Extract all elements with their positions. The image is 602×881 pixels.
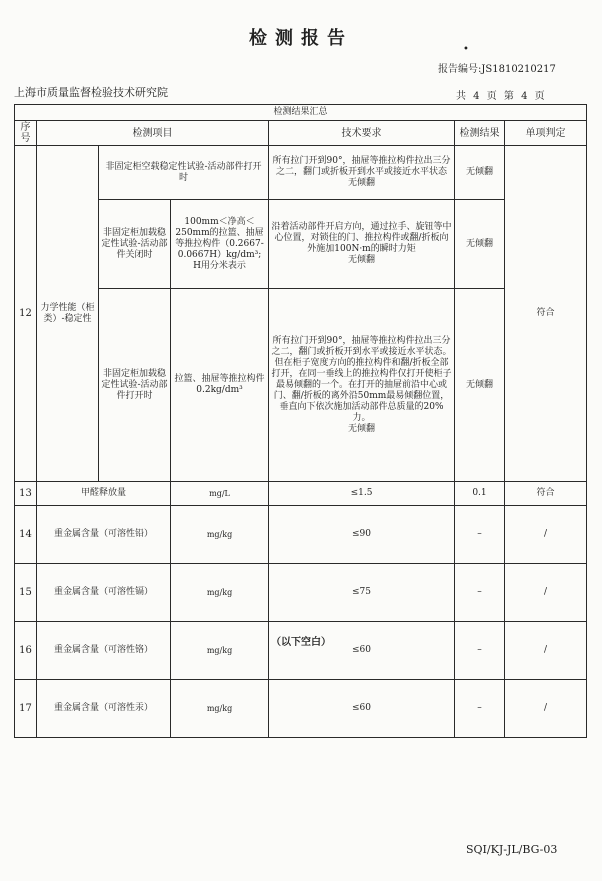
row-item: 重金属含量（可溶性镉） — [37, 564, 171, 622]
row-verdict: / — [505, 564, 587, 622]
row-result: – — [455, 506, 505, 564]
header-item: 检测项目 — [37, 121, 269, 146]
row-unit: mg/kg — [171, 680, 269, 738]
row-no: 14 — [15, 506, 37, 564]
row-result: – — [455, 622, 505, 680]
institute-name: 上海市质量监督检验技术研究院 — [14, 86, 168, 99]
report-number-value: JS1810210217 — [481, 64, 556, 75]
row-result: 0.1 — [455, 482, 505, 506]
requirement-text: 所有拉门开到90°，抽屉等推拉构件拉出三分之二，翻门或折板开到水平或接近水平状态 — [272, 156, 451, 177]
row-requirement: ≤1.5 — [269, 482, 455, 506]
row-unit: mg/L — [171, 482, 269, 506]
row-no: 15 — [15, 564, 37, 622]
row-requirement: ≤90 — [269, 506, 455, 564]
sub-condition: 拉篮、抽屉等推拉构件 0.2kg/dm³ — [171, 289, 269, 482]
requirement-end: 无倾翻 — [347, 255, 375, 265]
row-unit: mg/kg — [171, 506, 269, 564]
requirement-text: 所有拉门开到90°，抽屉等推拉构件拉出三分之二，翻门或折板开到水平或接近水平状态。但在柜子宽度方向的推拉构件和翻/折板全部打开，在同一垂线上的推拉构件仅打开使柜子最易倾翻的一个。在打开的抽屉前沿中心或门、翻/折板的离外沿50mm最易倾翻位置，垂直向下依次施加活动部件总质量的20%力。 — [271, 335, 452, 423]
header-dot: • — [463, 44, 469, 55]
row-item: 甲醛释放量 — [37, 482, 171, 506]
row-verdict: 符合 — [505, 482, 587, 506]
requirement-text: 沿着活动部件开启方向，通过拉手、旋钮等中心位置，对锁住的门、推拉构件或翻/折板向外施加100N·m的瞬时力矩 — [271, 222, 452, 254]
summary-title-row — [15, 105, 587, 121]
table-row — [15, 482, 587, 506]
row-no: 12 — [15, 146, 37, 482]
row-unit: mg/kg — [171, 622, 269, 680]
page-counter: 共 4 页 第 4 页 — [456, 91, 545, 102]
sub-requirement — [269, 146, 455, 200]
row-requirement: ≤60 — [269, 680, 455, 738]
sub-item: 非固定柜加载稳定性试验-活动部件打开时 — [99, 289, 171, 482]
row-no: 17 — [15, 680, 37, 738]
row-item: 重金属含量（可溶性铅） — [37, 506, 171, 564]
report-title: 检测报告 — [249, 28, 353, 49]
sub-item: 非固定柜加载稳定性试验-活动部件关闭时 — [99, 200, 171, 289]
sub-result: 无倾翻 — [455, 289, 505, 482]
table-row — [15, 680, 587, 738]
header-result: 检测结果 — [455, 121, 505, 146]
table-row — [15, 564, 587, 622]
row-result: – — [455, 564, 505, 622]
sub-result: 无倾翻 — [455, 200, 505, 289]
row-no: 13 — [15, 482, 37, 506]
summary-title: 检测结果汇总 — [15, 105, 587, 121]
row-unit: mg/kg — [171, 564, 269, 622]
row-item: 重金属含量（可溶性汞） — [37, 680, 171, 738]
requirement-end: 无倾翻 — [347, 423, 375, 434]
row-result: – — [455, 680, 505, 738]
row-verdict: / — [505, 680, 587, 738]
row-requirement: ≤60 — [269, 622, 455, 680]
row-requirement: ≤75 — [269, 564, 455, 622]
report-number — [438, 60, 556, 75]
sub-result: 无倾翻 — [455, 146, 505, 200]
sub-requirement — [269, 289, 455, 482]
row-no: 16 — [15, 622, 37, 680]
table-row — [15, 200, 587, 289]
header-row — [15, 121, 587, 146]
sub-item: 非固定柜空载稳定性试验-活动部件打开时 — [99, 146, 269, 200]
end-of-table-note: （以下空白） — [271, 637, 331, 648]
row-item: 重金属含量（可溶性铬） — [37, 622, 171, 680]
requirement-end: 无倾翻 — [347, 178, 375, 188]
header-verdict: 单项判定 — [505, 121, 587, 146]
sub-requirement — [269, 200, 455, 289]
table-row — [15, 146, 587, 200]
row-verdict: / — [505, 506, 587, 564]
row-verdict: 符合 — [505, 146, 587, 482]
table-row — [15, 506, 587, 564]
table-row — [15, 622, 587, 680]
row-item: 力学性能（柜类）-稳定性 — [37, 146, 99, 482]
row-verdict: / — [505, 622, 587, 680]
document-code: SQI/KJ-JL/BG-03 — [466, 843, 558, 856]
header-requirement: 技术要求 — [269, 121, 455, 146]
table-row — [15, 289, 587, 482]
report-number-label: 报告编号: — [438, 64, 482, 75]
header-no: 序号 — [15, 121, 37, 146]
sub-condition: 100mm＜净高＜250mm的拉篮、抽屉等推拉构件（0.2667-0.0667H）kg/dm³; H用分米表示 — [171, 200, 269, 289]
